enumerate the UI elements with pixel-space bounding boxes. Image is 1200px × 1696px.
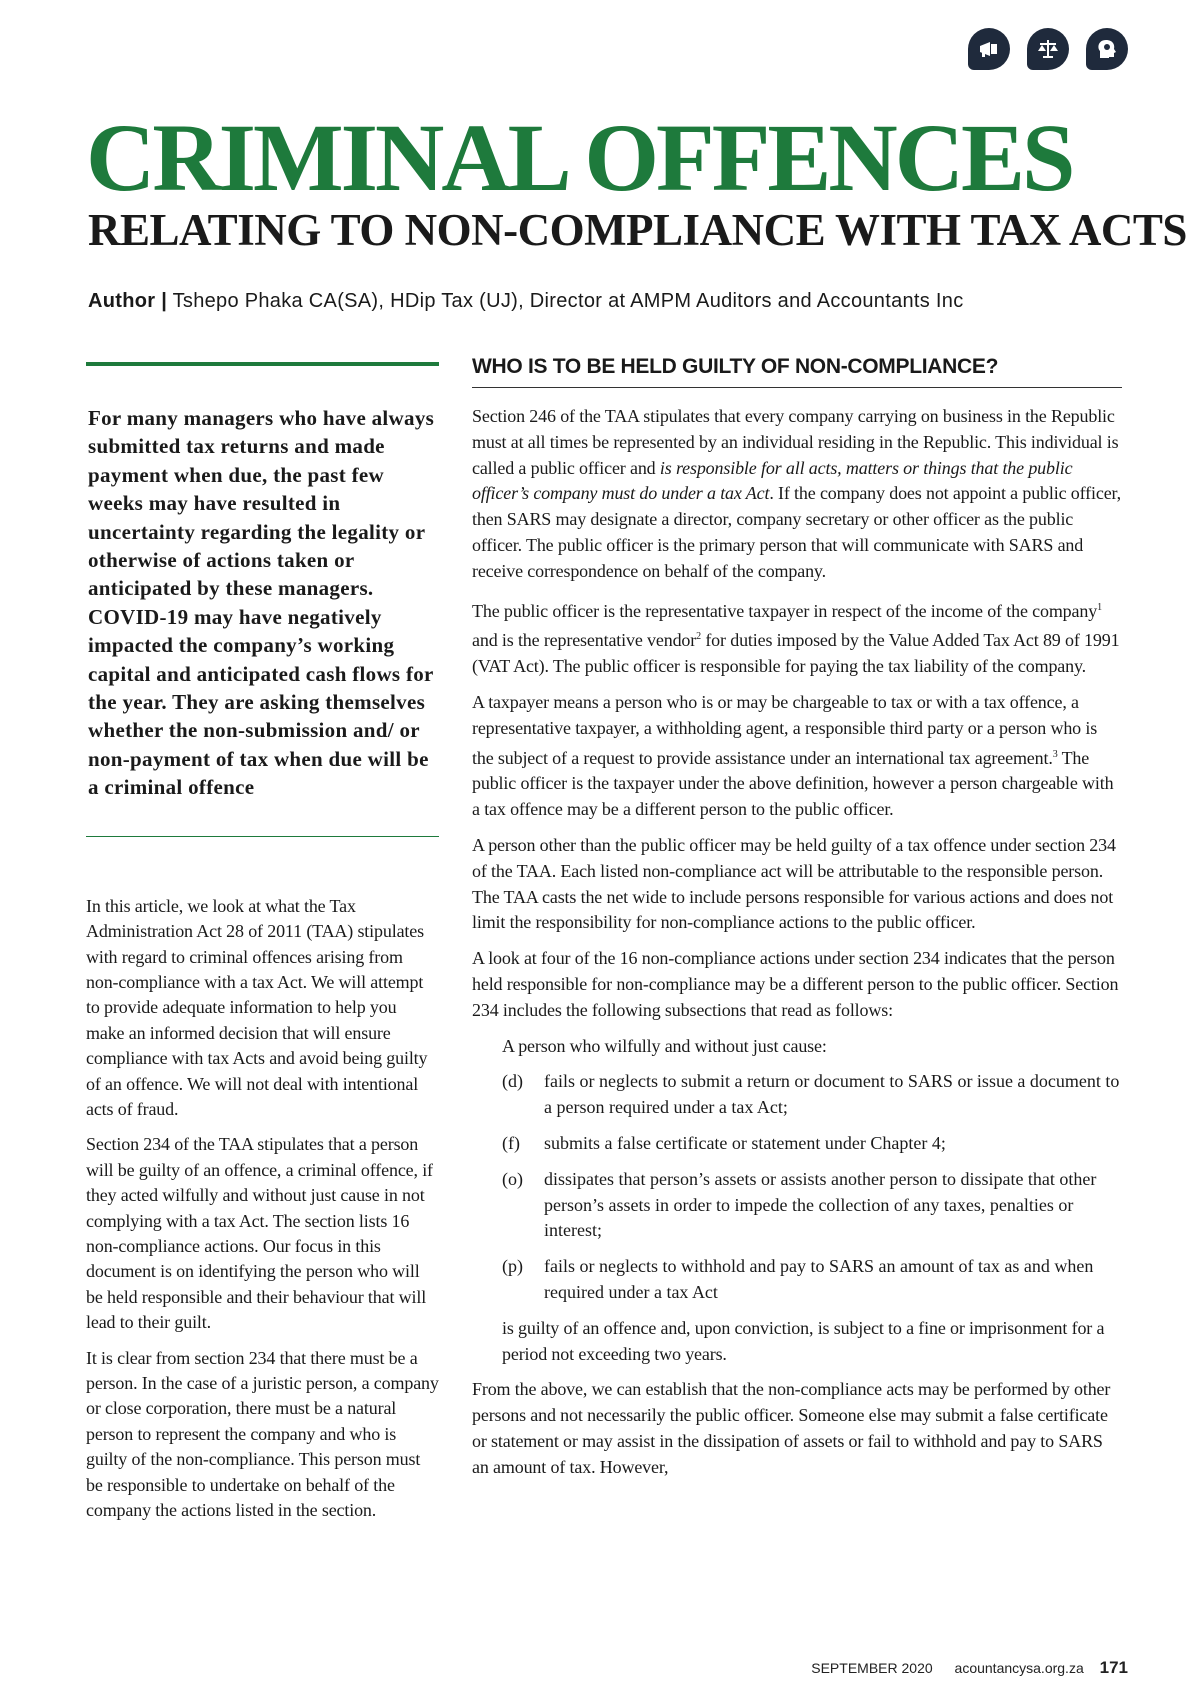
footnote-ref: 2 bbox=[696, 631, 701, 643]
body-paragraph: From the above, we can establish that the non-compliance acts may be performed by other persons and not necessarily the public officer. Someone else may submit a false certificate or statement or may assist in the dissipation of assets or fail to withhold and pay to SARS an amount of tax. However, bbox=[472, 1379, 1111, 1477]
footer-site: acountancysa.org.za bbox=[954, 1660, 1084, 1676]
left-paragraph: It is clear from section 234 that there must be a person. In the case of a juristic person, a company or close corporation, there must be a natural person to represent the company and who is guilty of the non-compliance. This person must be responsible to undertake on behalf of the company the actions listed in the section. bbox=[86, 1347, 439, 1521]
left-body bbox=[86, 894, 439, 1524]
right-column bbox=[472, 355, 1122, 1490]
body-paragraph: A look at four of the 16 non-compliance actions under section 234 indicates that the person held responsible for non-compliance may be a different person to the public officer. Section 234 includes the following subsections that read as follows: bbox=[472, 948, 1119, 1020]
quote-close: is guilty of an offence and, upon conviction, is subject to a fine or imprisonment for a period not exceeding two years. bbox=[502, 1317, 1105, 1364]
footnote-ref: 1 bbox=[1097, 601, 1102, 613]
pull-quote-divider bbox=[86, 836, 439, 837]
list-item: (f) submits a false certificate or statement under Chapter 4; bbox=[502, 1132, 946, 1153]
body-paragraph: The public officer is the representative taxpayer in respect of the income of the company$^1$ and is the representative vendor$^2$ for duties imposed by the Value Added Tax Act 89 of 1991 (VAT Act). The public officer is responsible for paying the tax liability of the company. bbox=[472, 600, 1120, 677]
left-column bbox=[86, 362, 439, 1533]
page-number: 171 bbox=[1099, 1658, 1128, 1677]
left-paragraph: In this article, we look at what the Tax Administration Act 28 of 2011 (TAA) stipulates with regard to criminal offences arising from non-compliance with a tax Act. We will attempt to provide adequate information to help you make an informed decision that will ensure compliance with tax Acts and avoid being guilty of an offence. We will not deal with intentional acts of fraud. bbox=[86, 895, 428, 1119]
author-label: Author | bbox=[88, 290, 168, 312]
pull-quote: For many managers who have always submitted tax returns and made payment when due, the past few weeks may have resulted in uncertainty regarding the legality or otherwise of actions taken or anticipated by these managers. COVID-19 may have negatively impacted the company’s working capital and anticipated cash flows for the year. They are asking themselves whether the non-submission and/ or non-payment of tax when due will be a criminal offence bbox=[88, 406, 435, 800]
page-footer bbox=[811, 1658, 1128, 1678]
footer-date: SEPTEMBER 2020 bbox=[811, 1660, 933, 1676]
section-heading: WHO IS TO BE HELD GUILTY OF NON-COMPLIANCE? bbox=[472, 355, 1122, 388]
list-item: (p) fails or neglects to withhold and pay to SARS an amount of tax as and when required under a tax Act bbox=[502, 1256, 1094, 1302]
scales-icon bbox=[1027, 28, 1069, 70]
megaphone-icon bbox=[968, 28, 1010, 70]
page-subtitle: RELATING TO NON-COMPLIANCE WITH TAX ACTS bbox=[88, 205, 1187, 255]
page-title: CRIMINAL OFFENCES bbox=[86, 104, 1073, 211]
footnote-ref: 3 bbox=[1052, 748, 1058, 760]
head-gear-icon bbox=[1086, 28, 1128, 70]
green-divider bbox=[86, 362, 439, 366]
body-paragraph: Section 246 of the TAA stipulates that every company carrying on business in the Republic must at all times be represented by an individual residing in the Republic. This individual is called a public officer and is responsible for all acts, matters or things that the public officer’s company must do under a tax Act. If the company does not appoint a public officer, then SARS may designate a director, company secretary or other officer as the public officer. The public officer is the primary person that will communicate with SARS and receive correspondence on behalf of the company. bbox=[472, 406, 1122, 581]
author-text: Tshepo Phaka CA(SA), HDip Tax (UJ), Director at AMPM Auditors and Accountants Inc bbox=[172, 290, 964, 312]
header-icons bbox=[968, 28, 1128, 70]
body-paragraph: A person other than the public officer may be held guilty of a tax offence under section 234 of the TAA. Each listed non-compliance act will be attributable to the responsible person. The TAA casts the net wide to include persons responsible for various actions and does not limit the responsibility for non-compliance actions to the public officer. bbox=[472, 834, 1116, 933]
body-paragraph: A taxpayer means a person who is or may be chargeable to tax or with a tax offence, a representative taxpayer, a withholding agent, a responsible third party or a person who is the subject of a request to provide assistance under an international tax agreement.$^3$ The public officer is the taxpayer under the above definition, however a person chargeable with a tax offence may be a different person to the public officer. bbox=[472, 691, 1114, 820]
left-paragraph: Section 234 of the TAA stipulates that a person will be guilty of an offence, a criminal offence, if they acted wilfully and without just cause in not complying with a tax Act. The section lists 16 non-compliance actions. Our focus in this document is on identifying the person who will be held responsible and their behaviour that will lead to their guilt. bbox=[86, 1134, 433, 1333]
author-line bbox=[88, 290, 964, 313]
list-item: (o) dissipates that person’s assets or assists another person to dissipate that other person’s assets in order to impede the collection of any taxes, penalties or interest; bbox=[502, 1168, 1097, 1241]
quote-intro: A person who wilfully and without just cause: bbox=[502, 1035, 827, 1056]
list-item: (d) fails or neglects to submit a return or document to SARS or issue a document to a person required under a tax Act; bbox=[502, 1071, 1120, 1118]
